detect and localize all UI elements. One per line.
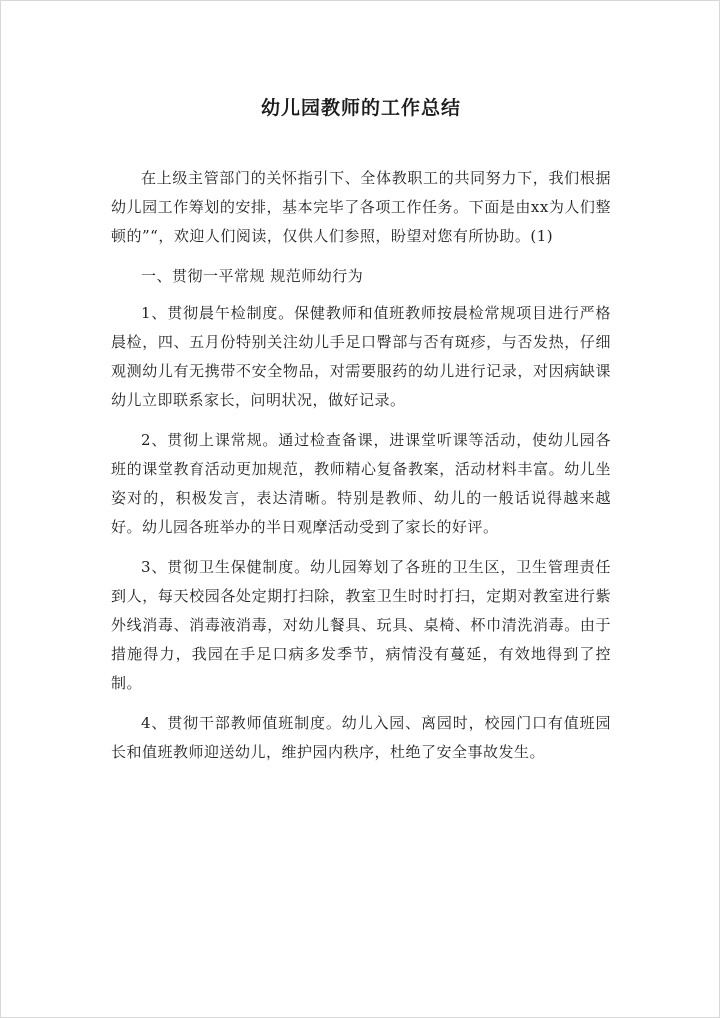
intro-paragraph: 在上级主管部门的关怀指引下、全体教职工的共同努力下，我们根据幼儿园工作筹划的安排，基本完毕了各项工作任务。下面是由xx为人们整顿的”“，欢迎人们阅读，仅供人们参照，盼望对您有所协助。(1): [111, 169, 611, 245]
paragraph-item-1: 1、贯彻晨午检制度。保健教师和值班教师按晨检常规项目进行严格晨检，四、五月份特别关注幼儿手足口臀部与否有斑疹，与否发热，仔细观测幼儿有无携带不安全物品，对需要服药的幼儿进行记录，对因病缺课幼儿立即联系家长，问明状况，做好记录。: [111, 304, 611, 409]
section-heading: 一、贯彻一平常规 规范师幼行为: [141, 267, 364, 285]
paragraph-item-2: 2、贯彻上课常规。通过检查备课，进课堂听课等活动，使幼儿园各班的课堂教育活动更加规范，教师精心复备教案，活动材料丰富。幼儿坐姿对的，积极发言，表达清晰。特别是教师、幼儿的一般话说得越来越好。幼儿园各班举办的半日观摩活动受到了家长的好评。: [111, 431, 611, 536]
document-body: [111, 164, 611, 778]
paragraph-item-4: 4、贯彻干部教师值班制度。幼儿入园、离园时，校园门口有值班园长和值班教师迎送幼儿，维护园内秩序，杜绝了安全事故发生。: [111, 714, 611, 761]
paragraph-item-3: 3、贯彻卫生保健制度。幼儿园筹划了各班的卫生区，卫生管理责任到人，每天校园各处定期打扫除，教室卫生时时打扫，定期对教室进行紫外线消毒、消毒液消毒，对幼儿餐具、玩具、桌椅、杯巾清洗消毒。由于措施得力，我园在手足口病多发季节，病情没有蔓延，有效地得到了控制。: [111, 558, 611, 692]
document-title: 幼儿园教师的工作总结: [260, 97, 461, 119]
